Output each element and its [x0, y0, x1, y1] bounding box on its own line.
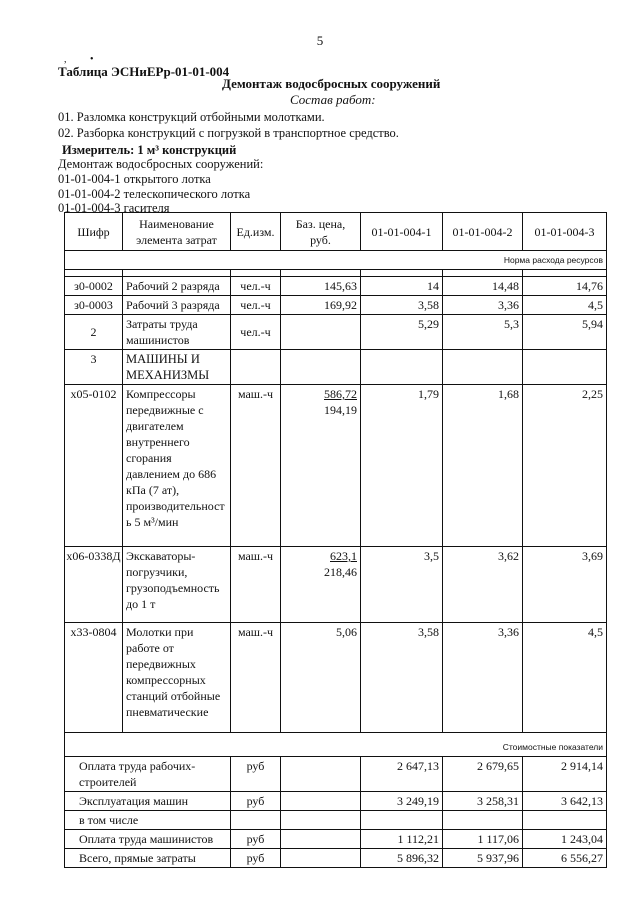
header-col3: 01-01-004-3 [523, 213, 607, 251]
cell-price: 169,92 [281, 296, 361, 315]
cost-row [65, 811, 607, 830]
header-code: Шифр [65, 213, 123, 251]
page-number: 5 [316, 33, 324, 48]
cell-value: 5,3 [443, 315, 523, 350]
cell-price-secondary: 218,46 [324, 565, 357, 579]
cell-value: 1 112,21 [361, 830, 443, 849]
cell-value: 3,58 [361, 623, 443, 733]
cell-unit: руб [231, 830, 281, 849]
cost-row [65, 757, 607, 792]
cell-unit: руб [231, 757, 281, 792]
cost-row [65, 830, 607, 849]
cell-value: 3,62 [443, 547, 523, 623]
header-row [65, 213, 607, 251]
cell-value: 6 556,27 [523, 849, 607, 868]
cell-value: 3,69 [523, 547, 607, 623]
cell-value: 14 [361, 277, 443, 296]
cell-value: 4,5 [523, 623, 607, 733]
norm-label: Норма расхода ресурсов [65, 251, 607, 270]
cell-value: 5,94 [523, 315, 607, 350]
work-heading: Состав работ: [290, 92, 376, 107]
cell-value [523, 811, 607, 830]
cell-value: 3 249,19 [361, 792, 443, 811]
variant-item: 01-01-004-3 гасителя [58, 201, 170, 215]
cell-unit [231, 811, 281, 830]
cell-value: 5 896,32 [361, 849, 443, 868]
cell-code: х05-0102 [65, 385, 123, 547]
cost-row [65, 849, 607, 868]
cell-name: Эксплуатация машин [65, 792, 231, 811]
scan-mark: , [64, 54, 67, 65]
cell-code: х06-0338Д [65, 547, 123, 623]
cell-unit: чел.-ч [231, 315, 281, 350]
cell-name: в том числе [65, 811, 231, 830]
cell-value: 5 937,96 [443, 849, 523, 868]
cell-code: з0-0003 [65, 296, 123, 315]
cell-name: Молотки при работе от передвижных компрессорных станций отбойные пневматические [123, 623, 231, 733]
table-row [65, 296, 607, 315]
cell-value: 1,68 [443, 385, 523, 547]
cell-name: Рабочий 3 разряда [123, 296, 231, 315]
variant-item: 01-01-004-2 телескопического лотка [58, 187, 251, 201]
table-row [65, 277, 607, 296]
cell-unit: чел.-ч [231, 277, 281, 296]
header-price: Баз. цена, руб. [281, 213, 361, 251]
work-item: 01. Разломка конструкций отбойными молотками. [58, 110, 325, 124]
cell-value: 1 243,04 [523, 830, 607, 849]
header-col1: 01-01-004-1 [361, 213, 443, 251]
norm-label-row [65, 251, 607, 270]
table-row [65, 385, 607, 547]
cell-price: 145,63 [281, 277, 361, 296]
table-row [65, 623, 607, 733]
document-title: Демонтаж водосбросных сооружений [222, 76, 441, 91]
cell-value [443, 811, 523, 830]
cell-value: 3,58 [361, 296, 443, 315]
cost-row [65, 792, 607, 811]
section-row [65, 350, 607, 385]
cell-value: 1,79 [361, 385, 443, 547]
cell-name: Экскаваторы-погрузчики, грузоподъемность до 1 т [123, 547, 231, 623]
cell-value: 2 914,14 [523, 757, 607, 792]
header-name: Наименование элемента затрат [123, 213, 231, 251]
cell-value: 3,36 [443, 623, 523, 733]
cell-name: Затраты труда машинистов [123, 315, 231, 350]
intro-text: Демонтаж водосбросных сооружений: [58, 157, 264, 171]
cell-price: 586,72 [324, 387, 357, 401]
cell-value [361, 811, 443, 830]
cell-name: Оплата труда машинистов [65, 830, 231, 849]
cell-value: 1 117,06 [443, 830, 523, 849]
cell-unit: маш.-ч [231, 547, 281, 623]
cell-value: 2 647,13 [361, 757, 443, 792]
cell-price: 5,06 [281, 623, 361, 733]
cell-unit: маш.-ч [231, 385, 281, 547]
work-item: 02. Разборка конструкций с погрузкой в транспортное средство. [58, 126, 399, 140]
cell-price-secondary: 194,19 [324, 403, 357, 417]
cost-label: Стоимостные показатели [65, 733, 607, 757]
section-title: МАШИНЫ И МЕХАНИЗМЫ [123, 350, 231, 385]
cell-unit: руб [231, 849, 281, 868]
cell-unit: чел.-ч [231, 296, 281, 315]
variant-item: 01-01-004-1 открытого лотка [58, 172, 211, 186]
cell-code: з0-0002 [65, 277, 123, 296]
cell-name: Оплата труда рабочих-строителей [65, 757, 231, 792]
meter: Измеритель: 1 м³ конструкций [62, 143, 237, 157]
cell-value: 3 642,13 [523, 792, 607, 811]
cell-unit: руб [231, 792, 281, 811]
cell-value: 14,48 [443, 277, 523, 296]
cell-value: 2,25 [523, 385, 607, 547]
cell-code: 2 [65, 315, 123, 350]
cell-value: 2 679,65 [443, 757, 523, 792]
machinist-row [65, 315, 607, 350]
cell-unit: маш.-ч [231, 623, 281, 733]
cell-name: Всего, прямые затраты [65, 849, 231, 868]
cell-value: 5,29 [361, 315, 443, 350]
section-code: 3 [65, 350, 123, 385]
cell-value: 4,5 [523, 296, 607, 315]
cell-name: Рабочий 2 разряда [123, 277, 231, 296]
cell-value: 3 258,31 [443, 792, 523, 811]
cell-price [281, 315, 361, 350]
cell-code: х33-0804 [65, 623, 123, 733]
cell-value: 14,76 [523, 277, 607, 296]
scan-mark: • [90, 54, 94, 65]
header-unit: Ед.изм. [231, 213, 281, 251]
table-row [65, 547, 607, 623]
cell-value: 3,5 [361, 547, 443, 623]
table-title: Таблица ЭСНиЕРр-01-01-004 [58, 64, 230, 79]
header-col2: 01-01-004-2 [443, 213, 523, 251]
cell-price: 623,1 [330, 549, 357, 563]
resource-table [64, 212, 607, 868]
cell-value: 3,36 [443, 296, 523, 315]
cell-name: Компрессоры передвижные с двигателем внутреннего сгорания давлением до 686 кПа (7 ат), производительност ь 5 м³/мин [123, 385, 231, 547]
cost-label-row [65, 733, 607, 757]
